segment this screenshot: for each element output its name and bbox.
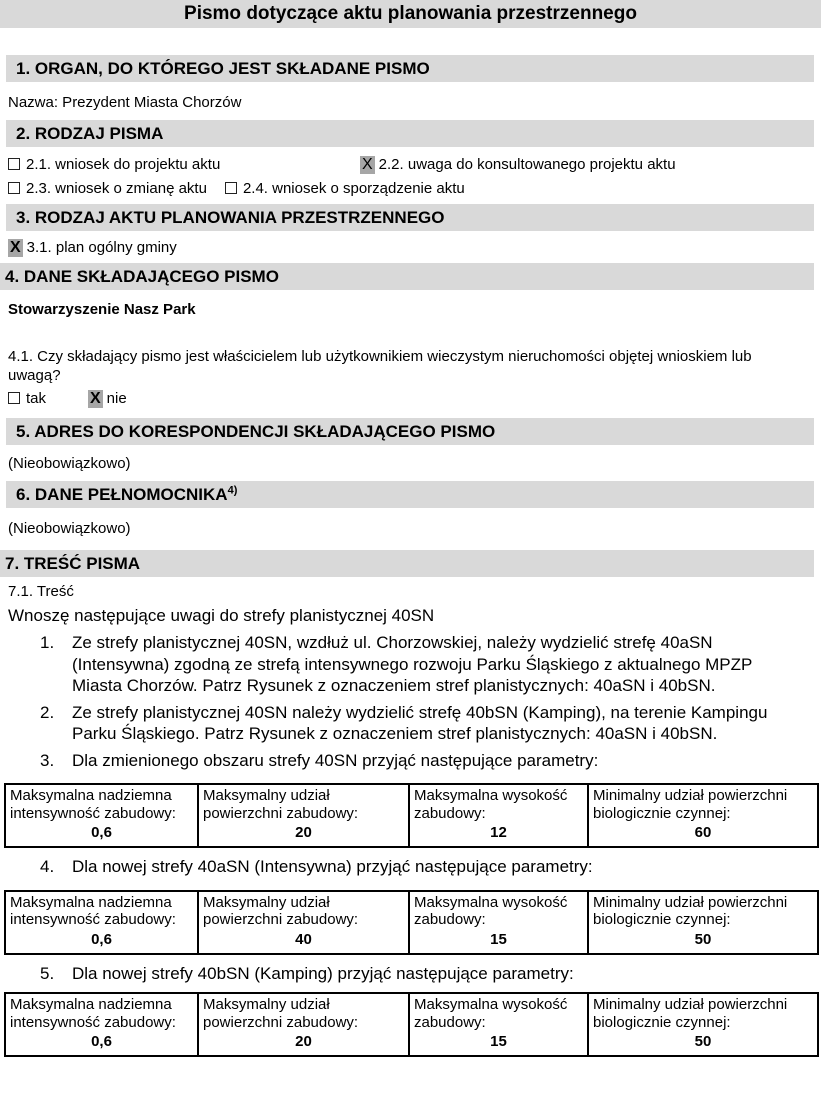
param-cell bbox=[198, 993, 409, 1056]
param-cell bbox=[588, 891, 818, 954]
param-label: Maksymalna wysokość zabudowy: bbox=[414, 893, 568, 928]
pelnomocnik-note: (Nieobowiązkowo) bbox=[8, 520, 131, 537]
section-2-heading: 2. RODZAJ PISMA bbox=[6, 120, 814, 147]
param-cell bbox=[5, 993, 198, 1056]
param-value: 0,6 bbox=[91, 930, 112, 948]
option-2-2[interactable] bbox=[360, 155, 676, 175]
list-item-text: Ze strefy planistycznej 40SN, wzdłuż ul. Chorzowskiej, należy wydzielić strefę 40aSN (Intensywna) zgodną ze strefą intensywnego rozwoju Parku Śląskiego z aktualnego MPZP Miasta Chorzów. Patrz Rysunek z oznaczeniem stref planistycznych: 40aSN i 40bSN. bbox=[72, 633, 753, 695]
param-cell bbox=[5, 891, 198, 954]
list-item bbox=[0, 750, 821, 772]
param-value: 50 bbox=[694, 1033, 712, 1050]
param-value: 20 bbox=[295, 1033, 312, 1050]
param-cell bbox=[198, 784, 409, 847]
option-2-3[interactable] bbox=[8, 179, 207, 199]
param-value: 60 bbox=[694, 824, 712, 841]
param-cell bbox=[5, 784, 198, 847]
section-6-heading bbox=[6, 481, 814, 508]
param-label: Maksymalna nadziemna intensywność zabudowy: bbox=[10, 787, 176, 822]
option-2-4[interactable] bbox=[225, 179, 465, 199]
option-3-1-label: 3.1. plan ogólny gminy bbox=[26, 239, 177, 256]
list-item-text: Dla nowej strefy 40aSN (Intensywna) przyjąć następujące parametry: bbox=[72, 857, 593, 876]
param-value: 0,6 bbox=[91, 824, 112, 841]
param-label: Maksymalna wysokość zabudowy: bbox=[414, 996, 568, 1031]
param-value: 15 bbox=[490, 930, 507, 948]
list-item bbox=[0, 632, 821, 697]
list-item-text: Dla nowej strefy 40bSN (Kamping) przyjąć następujące parametry: bbox=[72, 963, 574, 983]
checkbox-unchecked-icon[interactable] bbox=[8, 392, 20, 404]
param-label: Minimalny udział powierzchni biologicznie czynnej: bbox=[593, 787, 788, 822]
list-item bbox=[0, 856, 821, 878]
param-value: 12 bbox=[490, 824, 507, 841]
page-title: Pismo dotyczące aktu planowania przestrzennego bbox=[0, 0, 821, 28]
param-label: Maksymalna nadziemna intensywność zabudowy: bbox=[10, 996, 176, 1031]
checkbox-unchecked-icon[interactable] bbox=[225, 182, 237, 194]
tresc-intro: Wnoszę następujące uwagi do strefy planistycznej 40SN bbox=[8, 606, 435, 625]
checkbox-x-mark[interactable]: X bbox=[10, 239, 21, 256]
param-label: Maksymalny udział powierzchni zabudowy: bbox=[203, 787, 359, 822]
section-3-heading: 3. RODZAJ AKTU PLANOWANIA PRZESTRZENNEGO bbox=[6, 204, 814, 231]
param-cell bbox=[409, 891, 588, 954]
list-item bbox=[0, 963, 821, 985]
list-item-number: 4. bbox=[40, 857, 55, 876]
param-label: Minimalny udział powierzchni biologicznie czynnej: bbox=[593, 893, 788, 928]
list-item-number: 1. bbox=[40, 633, 55, 652]
list-item-text: Ze strefy planistycznej 40SN należy wydzielić strefę 40bSN (Kamping), na terenie Kampingu Parku Śląskiego. Patrz Rysunek z oznaczeniem stref planistycznych: 40aSN i 40bSN. bbox=[72, 702, 768, 743]
section-6-heading-text: 6. DANE PEŁNOMOCNIKA bbox=[16, 485, 228, 504]
param-value: 15 bbox=[490, 1033, 507, 1050]
applicant-name: Stowarzyszenie Nasz Park bbox=[8, 301, 196, 318]
section-7-heading: 7. TREŚĆ PISMA bbox=[0, 550, 814, 577]
option-3-1[interactable] bbox=[8, 238, 177, 258]
parameters-table-40sn bbox=[4, 783, 819, 848]
param-label: Maksymalny udział powierzchni zabudowy: bbox=[203, 996, 359, 1031]
param-cell bbox=[409, 993, 588, 1056]
checkbox-x-mark[interactable]: X bbox=[362, 156, 373, 173]
param-cell bbox=[198, 891, 409, 954]
list-item-number: 5. bbox=[40, 963, 55, 983]
section-1-heading: 1. ORGAN, DO KTÓREGO JEST SKŁADANE PISMO bbox=[6, 55, 814, 82]
adres-note: (Nieobowiązkowo) bbox=[8, 455, 131, 472]
parameters-table-40asn bbox=[4, 890, 819, 955]
param-label: Maksymalna nadziemna intensywność zabudowy: bbox=[10, 893, 176, 928]
param-label: Maksymalny udział powierzchni zabudowy: bbox=[203, 893, 359, 928]
organ-name: Nazwa: Prezydent Miasta Chorzów bbox=[8, 94, 242, 111]
param-label: Minimalny udział powierzchni biologicznie czynnej: bbox=[593, 996, 788, 1031]
answer-tak-label: tak bbox=[26, 390, 47, 407]
answer-nie[interactable] bbox=[88, 389, 127, 409]
parameters-table-40bsn bbox=[4, 992, 819, 1057]
option-2-3-label: 2.3. wniosek o zmianę aktu bbox=[26, 180, 207, 197]
section-4-heading: 4. DANE SKŁADAJĄCEGO PISMO bbox=[0, 263, 814, 290]
footnote-ref: 4) bbox=[227, 484, 238, 497]
list-item-number: 2. bbox=[40, 702, 55, 722]
tresc-subheading: 7.1. Treść bbox=[8, 583, 74, 600]
param-label: Maksymalna wysokość zabudowy: bbox=[414, 787, 568, 822]
answer-nie-label: nie bbox=[106, 390, 127, 407]
option-2-4-label: 2.4. wniosek o sporządzenie aktu bbox=[242, 180, 465, 197]
param-value: 0,6 bbox=[91, 1033, 112, 1050]
param-value: 20 bbox=[295, 824, 312, 841]
option-2-1[interactable] bbox=[8, 155, 360, 175]
param-value: 40 bbox=[295, 930, 312, 948]
param-cell bbox=[588, 784, 818, 847]
checkbox-x-mark[interactable]: X bbox=[90, 390, 101, 407]
param-cell bbox=[588, 993, 818, 1056]
checkbox-unchecked-icon[interactable] bbox=[8, 158, 20, 170]
checkbox-unchecked-icon[interactable] bbox=[8, 182, 20, 194]
answer-tak[interactable] bbox=[8, 389, 88, 409]
param-value: 50 bbox=[694, 930, 712, 948]
option-2-2-label: 2.2. uwaga do konsultowanego projektu aktu bbox=[378, 156, 676, 173]
section-5-heading: 5. ADRES DO KORESPONDENCJI SKŁADAJĄCEGO PISMO bbox=[6, 418, 814, 445]
list-item-text: Dla zmienionego obszaru strefy 40SN przyjąć następujące parametry: bbox=[72, 750, 599, 770]
option-2-1-label: 2.1. wniosek do projektu aktu bbox=[26, 156, 221, 173]
question-4-1: 4.1. Czy składający pismo jest właścicielem lub użytkownikiem wieczystym nieruchomości objętej wnioskiem lub uwagą? bbox=[8, 348, 752, 384]
list-item bbox=[0, 702, 821, 745]
param-cell bbox=[409, 784, 588, 847]
list-item-number: 3. bbox=[40, 750, 55, 770]
